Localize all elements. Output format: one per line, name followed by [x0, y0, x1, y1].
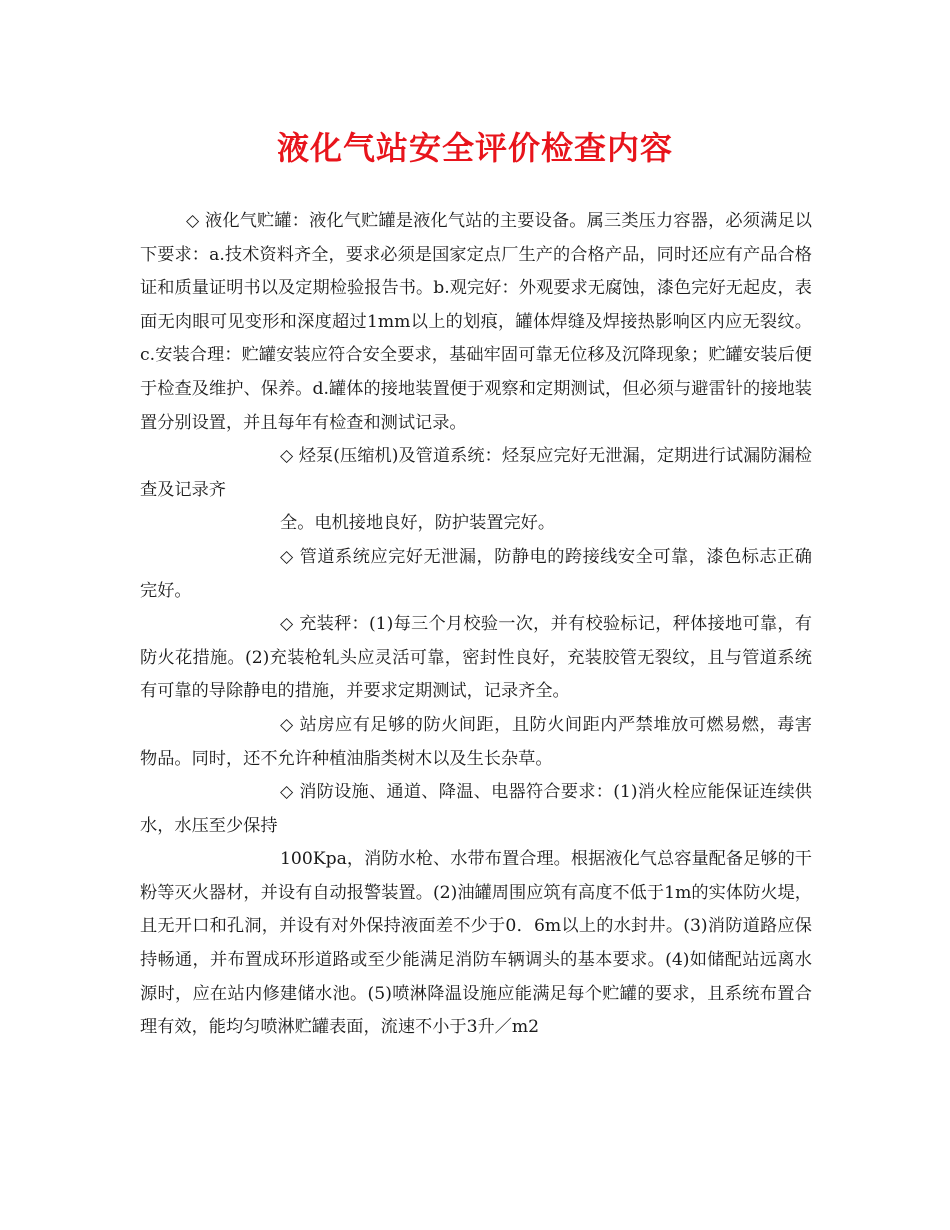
document-body	[140, 205, 812, 1045]
paragraph-pump-system: ◇ 烃泵(压缩机)及管道系统：烃泵应完好无泄漏，定期进行试漏防漏检查及记录齐	[140, 446, 812, 500]
paragraph-filling-scale: ◇ 充装秤：(1)每三个月校验一次，并有校验标记，秤体接地可靠，有防火花措施。(2)充装枪轧头应灵活可靠，密封性良好，充装胶管无裂纹，且与管道系统有可靠的导除静电的措施，并要求定期测试，记录齐全。	[140, 614, 812, 702]
paragraph-fire-spacing: ◇ 站房应有足够的防火间距，且防火间距内严禁堆放可燃易燃，毒害物品。同时，还不允许种植油脂类树木以及生长杂草。	[140, 714, 812, 769]
document-title: 液化气站安全评价检查内容	[276, 129, 673, 167]
paragraph-pipeline-system: ◇ 管道系统应完好无泄漏，防静电的跨接线安全可靠，漆色标志正确完好。	[140, 546, 812, 601]
paragraph-fire-facilities-continued: 100Kpa，消防水枪、水带布置合理。根据液化气总容量配备足够的干粉等灭火器材，并设有自动报警装置。(2)油罐周围应筑有高度不低于1m的实体防火堤，且无开口和孔洞，并设有对外保持液面差不少于0．6m以上的水封井。(3)消防道路应保持畅通，并布置成环形道路或至少能满足消防车辆调头的基本要求。(4)如储配站远离水源时，应在站内修建储水池。(5)喷淋降温设施应能满足每个贮罐的要求，且系统布置合理有效，能均匀喷淋贮罐表面，流速不小于3升／m2	[140, 849, 812, 1038]
paragraph-fire-facilities: ◇ 消防设施、通道、降温、电器符合要求：(1)消火栓应能保证连续供水，水压至少保持	[140, 782, 812, 836]
paragraph-storage-tank: ◇ 液化气贮罐：液化气贮罐是液化气站的主要设备。属三类压力容器，必须满足以下要求：a.技术资料齐全，要求必须是国家定点厂生产的合格产品，同时还应有产品合格证和质量证明书以及定期检验报告书。b.观完好：外观要求无腐蚀，漆色完好无起皮，表面无肉眼可见变形和深度超过1mm以上的划痕，罐体焊缝及焊接热影响区内应无裂纹。c.安装合理：贮罐安装应符合安全要求，基础牢固可靠无位移及沉降现象；贮罐安装后便于检查及维护、保养。d.罐体的接地装置便于观察和定期测试，但必须与避雷针的接地装置分别设置，并且每年有检查和测试记录。	[140, 211, 812, 433]
paragraph-pump-system-continued: 全。电机接地良好，防护装置完好。	[280, 513, 556, 534]
